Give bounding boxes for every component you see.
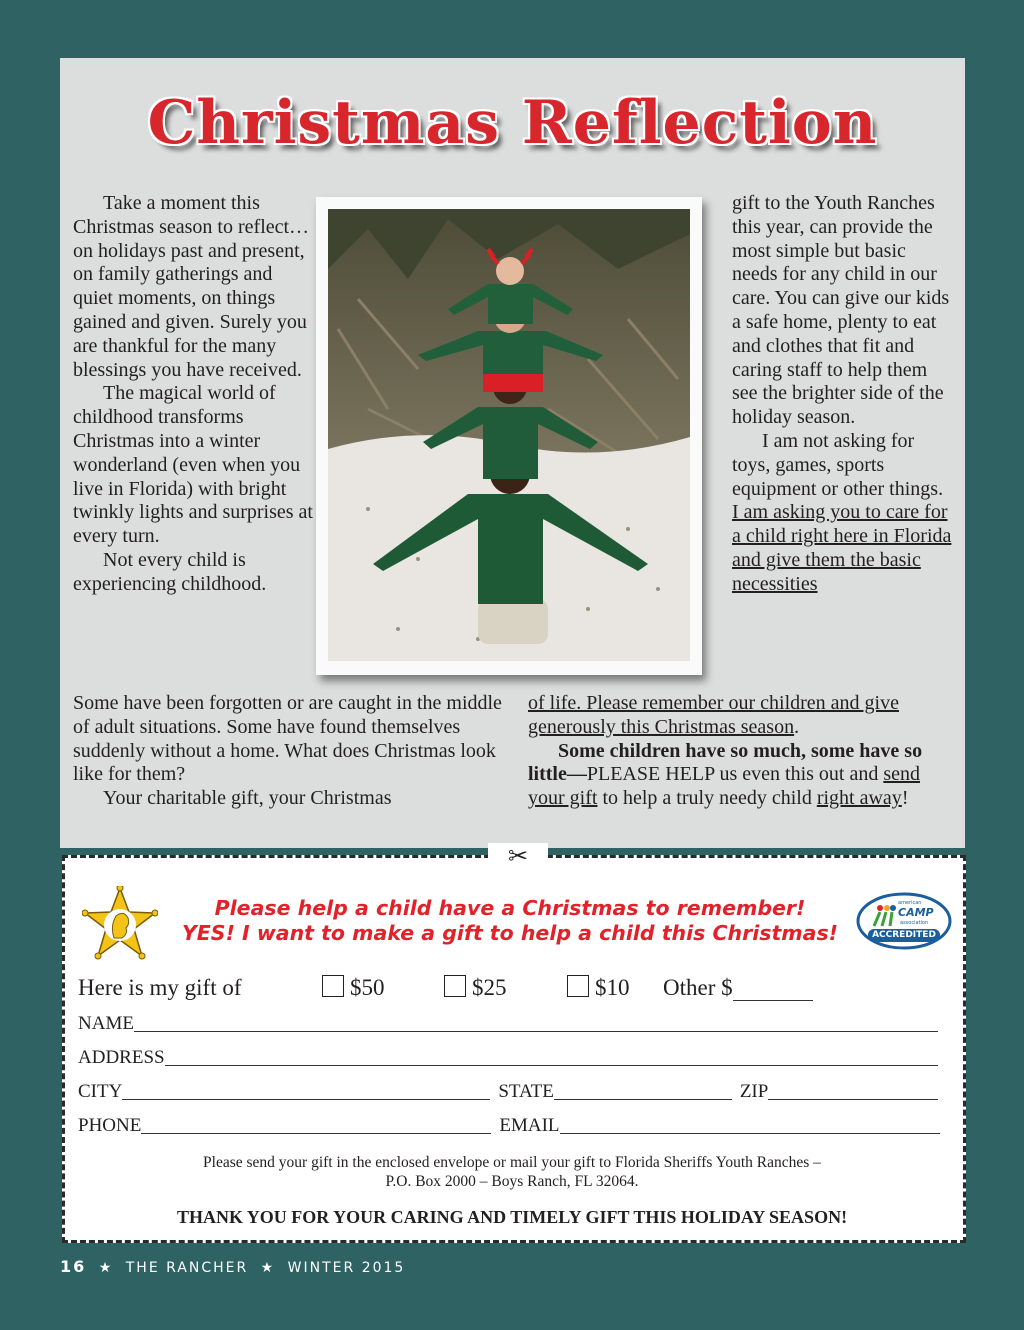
star-separator-icon: ★ — [98, 1260, 114, 1276]
bold-appeal: Some children have so much, some have so little— — [528, 739, 923, 786]
gift-option-50[interactable] — [322, 975, 385, 1001]
thank-you-line: THANK YOU FOR YOUR CARING AND TIMELY GIFT THIS HOLIDAY SEASON! — [176, 1207, 848, 1227]
checkbox-50[interactable] — [322, 975, 344, 997]
kids-christmas-tree-photo — [328, 209, 690, 661]
address-row — [78, 1047, 938, 1069]
right-column-upper — [732, 192, 952, 597]
page-number: 16 — [60, 1257, 87, 1276]
left-paragraph-3: Not every child is experiencing childhood. — [73, 548, 267, 595]
gift-amount-row — [78, 975, 948, 1001]
right-paragraph-3-b: to help a truly needy child — [597, 787, 817, 810]
care-request-text: I am asking you to care for a child right here in Florida and give them the basic necessities — [732, 501, 952, 595]
mail-instructions — [70, 1153, 954, 1191]
address-field[interactable] — [165, 1047, 938, 1066]
camp-badge-mid: CAMP — [898, 906, 934, 919]
issue-name: WINTER 2015 — [287, 1260, 406, 1276]
gift-option-25-label: $25 — [472, 975, 507, 1000]
left-column-lower — [73, 692, 505, 811]
left-column-upper — [73, 192, 313, 597]
photo-illustration — [328, 209, 690, 661]
right-paragraph-3-c: ! — [901, 787, 909, 810]
email-field[interactable] — [560, 1115, 941, 1134]
left-paragraph-2: The magical world of childhood transforms Christmas into a winter wonderland (even when you live in Florida) with bright twinkly lights and surprises at every turn. — [73, 382, 313, 548]
phone-field[interactable] — [141, 1115, 491, 1134]
right-paragraph-3 — [528, 740, 946, 811]
care-request-text-cont: of life. Please remember our children and give generously this Christmas season — [528, 692, 899, 738]
mail-line-1: Please send your gift in the enclosed envelope or mail your gift to Florida Sheriffs Youth Ranches – — [203, 1154, 821, 1171]
right-paragraph-2 — [732, 430, 952, 597]
send-gift-text: send your gift — [528, 763, 921, 810]
accredited-label: ACCREDITED — [872, 930, 936, 940]
zip-field[interactable] — [768, 1081, 938, 1100]
email-label: EMAIL — [499, 1115, 560, 1136]
name-label: NAME — [78, 1013, 134, 1034]
left-paragraph-1: Take a moment this Christmas season to reflect…on holidays past and present, on family gatherings and quiet moments, on things gained and given. Surely you are thankful for the many blessings you have received. — [73, 192, 310, 381]
left-paragraph-4: Your charitable gift, your Christmas — [103, 787, 392, 810]
gift-option-other[interactable] — [663, 975, 813, 1001]
camp-badge-sub: association — [900, 920, 929, 926]
article-title: Christmas Reflection — [147, 88, 878, 158]
name-field[interactable] — [134, 1013, 938, 1032]
right-paragraph-1: gift to the Youth Ranches this year, can provide the most simple but basic needs for any child in our care. You can give our kids a safe home, plenty to eat and clothes that fit and caring staff to help them see the brighter side of the holiday season. — [732, 192, 950, 429]
city-label: CITY — [78, 1081, 123, 1102]
city-state-zip-row — [78, 1081, 938, 1103]
appeal-line-2: YES! I want to make a gift to help a child this Christmas! — [181, 921, 839, 945]
right-column-lower — [528, 692, 946, 811]
checkbox-10[interactable] — [567, 975, 589, 997]
gift-option-10-label: $10 — [595, 975, 630, 1000]
star-separator-icon: ★ — [260, 1260, 276, 1276]
name-row — [78, 1013, 938, 1035]
gift-option-10[interactable] — [567, 975, 630, 1001]
checkbox-25[interactable] — [444, 975, 466, 997]
state-field[interactable] — [554, 1081, 732, 1100]
right-paragraph-3-a: PLEASE HELP us even this out and — [586, 763, 884, 786]
gift-option-25[interactable] — [444, 975, 507, 1001]
left-paragraph-3-cont: Some have been forgotten or are caught in the middle of adult situations. Some have found themselves suddenly without a home. What does Christmas look like for them? — [73, 692, 502, 786]
other-amount-field[interactable] — [733, 982, 813, 1001]
gift-option-50-label: $50 — [350, 975, 385, 1000]
camp-accredited-badge — [856, 892, 952, 950]
phone-email-row — [78, 1115, 940, 1137]
photo-frame — [316, 197, 702, 675]
scissors-icon: ✂ — [488, 843, 548, 869]
right-paragraph-2-plain: I am not asking for toys, games, sports equipment or other things. — [732, 429, 944, 500]
appeal-line-1: Please help a child have a Christmas to remember! — [214, 896, 806, 920]
phone-label: PHONE — [78, 1115, 142, 1136]
gift-label: Here is my gift of — [78, 975, 242, 1000]
other-amount-label: Other $ — [663, 975, 733, 1000]
zip-label: ZIP — [739, 1081, 769, 1102]
camp-badge-top: american — [898, 900, 922, 906]
right-paragraph-2-cont — [528, 692, 946, 740]
state-label: STATE — [498, 1081, 554, 1102]
right-away-text: right away — [816, 787, 902, 810]
page-footer — [60, 1257, 405, 1276]
city-field[interactable] — [122, 1081, 490, 1100]
publication-name: THE RANCHER — [125, 1260, 249, 1276]
address-label: ADDRESS — [78, 1047, 165, 1068]
mail-line-2: P.O. Box 2000 – Boys Ranch, FL 32064. — [385, 1173, 639, 1190]
right-paragraph-2-end: . — [794, 715, 800, 738]
sheriff-star-logo-icon — [82, 886, 158, 962]
